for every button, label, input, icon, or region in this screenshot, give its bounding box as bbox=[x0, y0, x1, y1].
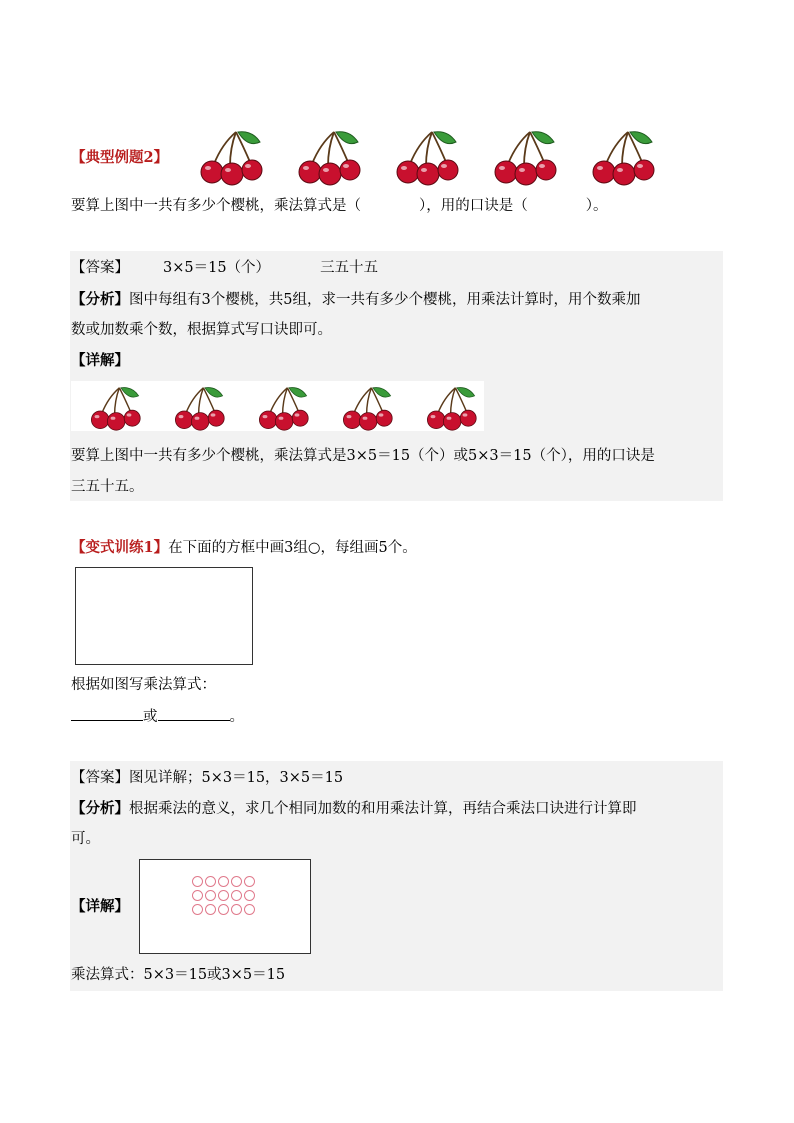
variant-line bbox=[71, 538, 417, 558]
circle-mark bbox=[244, 876, 255, 887]
circle-mark bbox=[205, 876, 216, 887]
detail-text-2: 三五十五。 bbox=[71, 479, 144, 495]
variant-question: 在下面的方框中画3组○，每组画5个。 bbox=[168, 540, 417, 556]
cherry-icon bbox=[172, 383, 230, 431]
answer-formula: 3×5＝15（个） bbox=[163, 260, 271, 276]
circle-mark bbox=[192, 890, 203, 901]
detail-tag: 【详解】 bbox=[71, 352, 129, 369]
cherry-icon bbox=[492, 126, 562, 186]
circle-mark bbox=[244, 904, 255, 915]
example-tag: 【典型例题2】 bbox=[71, 149, 169, 166]
analysis-text-1: 图中每组有3个樱桃，共5组，求一共有多少个樱桃，用乘法计算时，用个数乘加 bbox=[129, 292, 641, 308]
circle-mark bbox=[231, 876, 242, 887]
cherry-icon bbox=[394, 126, 464, 186]
circle-mark bbox=[192, 876, 203, 887]
circle-mark bbox=[231, 904, 242, 915]
analysis-tag: 【分析】 bbox=[71, 291, 129, 308]
ring-box bbox=[139, 859, 311, 954]
analysis2-text-1: 根据乘法的意义，求几个相同加数的和用乘法计算，再结合乘法口诀进行计算即 bbox=[129, 801, 637, 817]
cherry-icon bbox=[88, 383, 146, 431]
detail-text-1: 要算上图中一共有多少个樱桃，乘法算式是3×5＝15（个）或5×3＝15（个），用的口诀是 bbox=[71, 448, 655, 464]
cherry-icon bbox=[256, 383, 314, 431]
cherry-icon bbox=[296, 126, 366, 186]
blank-line bbox=[71, 706, 244, 727]
analysis2-text-2: 可。 bbox=[71, 831, 100, 847]
result-text: 乘法算式：5×3＝15或3×5＝15 bbox=[71, 967, 286, 983]
circle-mark bbox=[218, 890, 229, 901]
circle-mark bbox=[205, 890, 216, 901]
circle-mark bbox=[218, 904, 229, 915]
ring-grid bbox=[192, 876, 257, 915]
circle-mark bbox=[218, 876, 229, 887]
analysis2-tag: 【分析】 bbox=[71, 800, 129, 817]
analysis-line-1 bbox=[71, 290, 640, 310]
circle-mark bbox=[231, 890, 242, 901]
example-question: 要算上图中一共有多少个樱桃，乘法算式是（ ），用的口诀是（ ）。 bbox=[71, 198, 608, 214]
answer-blank-1[interactable] bbox=[71, 706, 143, 721]
answer2-tag: 【答案】 bbox=[71, 770, 129, 786]
cherry-icon bbox=[198, 126, 268, 186]
cherry-icon bbox=[424, 383, 482, 431]
answer-tag: 【答案】 bbox=[71, 260, 129, 276]
variant-tag: 【变式训练1】 bbox=[71, 539, 169, 556]
circle-mark bbox=[205, 904, 216, 915]
end-mark: 。 bbox=[229, 709, 244, 725]
answer-blank-2[interactable] bbox=[158, 706, 230, 721]
answer-mnemonic: 三五十五 bbox=[320, 260, 379, 276]
cherry-icon bbox=[340, 383, 398, 431]
detail2-tag: 【详解】 bbox=[71, 898, 129, 915]
or-text: 或 bbox=[143, 709, 158, 725]
analysis-text-2: 数或加数乘个数，根据算式写口诀即可。 bbox=[71, 322, 332, 338]
cherry-icon bbox=[590, 126, 660, 186]
circle-mark bbox=[244, 890, 255, 901]
drawing-box[interactable] bbox=[75, 567, 253, 665]
variant-prompt: 根据如图写乘法算式： bbox=[71, 677, 216, 693]
answer2-line bbox=[71, 768, 343, 788]
circle-mark bbox=[192, 904, 203, 915]
answer-line bbox=[71, 258, 378, 278]
answer2-text: 图见详解；5×3＝15，3×5＝15 bbox=[129, 770, 344, 786]
analysis2-line-1 bbox=[71, 799, 637, 819]
